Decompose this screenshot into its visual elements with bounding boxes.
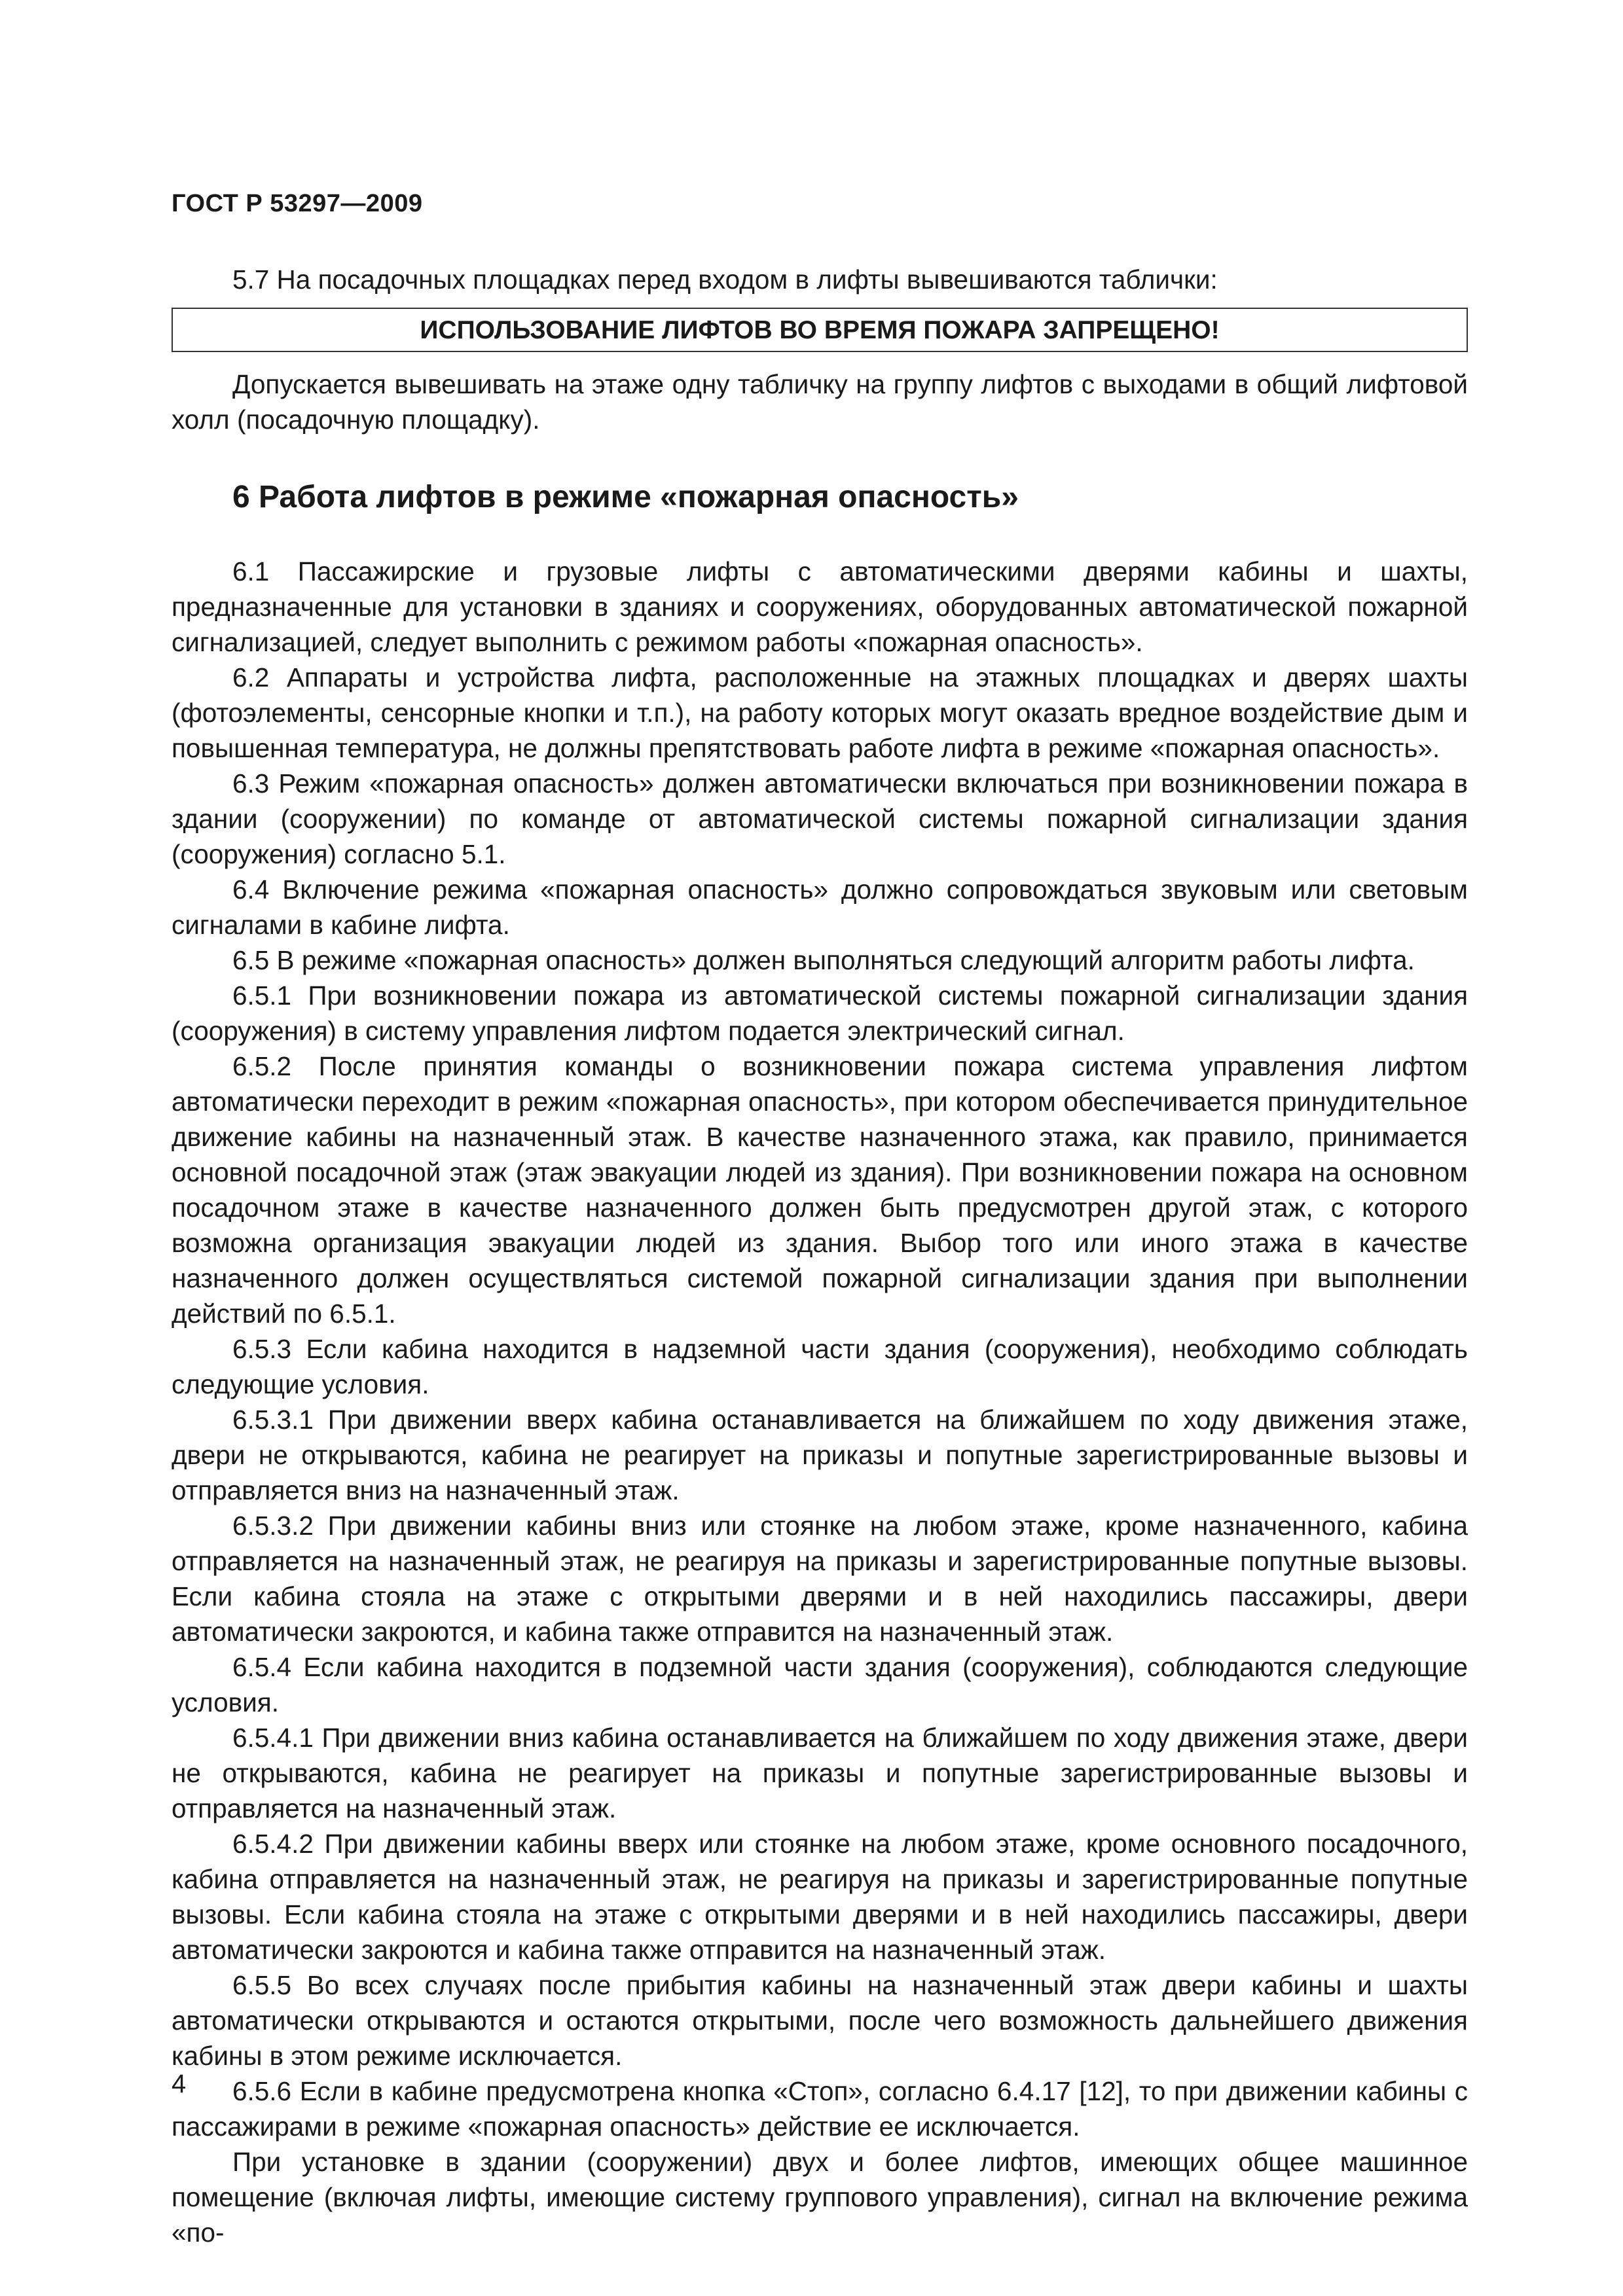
paragraph-5-7: 5.7 На посадочных площадках перед входом в лифты вывешиваются таблички: <box>232 264 1218 295</box>
document-body <box>172 262 1468 2250</box>
section-6-title: 6 Работа лифтов в режиме «пожарная опасность» <box>232 480 1019 514</box>
paragraph-6-5-3-1: 6.5.3.1 При движении вверх кабина останавливается на ближайшем по ходу движения этаже, двери не открываются, кабина не реагирует на приказы и попутные зарегистрированные вызовы и отправляется вниз на назначенный этаж. <box>172 1405 1468 1505</box>
paragraph-6-5-2: 6.5.2 После принятия команды о возникновении пожара система управления лифтом автоматически переходит в режим «пожарная опасность», при котором обеспечивается принудительное движение кабины на назначенный этаж. В качестве назначенного этажа, как правило, принимается основной посадочной этаж (этаж эвакуации людей из здания). При возникновении пожара на основном посадочном этаже в качестве назначенного должен быть предусмотрен другой этаж, с которого возможна организация эвакуации людей из здания. Выбор того или иного этажа в качестве назначенного должен осуществляться системой пожарной сигнализации здания при выполнении действий по 6.5.1. <box>172 1051 1468 1329</box>
paragraph-6-2: 6.2 Аппараты и устройства лифта, расположенные на этажных площадках и дверях шахты (фотоэлементы, сенсорные кнопки и т.п.), на работу которых могут оказать вредное воздействие дым и повышенная температура, не должны препятствовать работе лифта в режиме «пожарная опасность». <box>172 662 1468 763</box>
paragraph-6-5: 6.5 В режиме «пожарная опасность» должен выполняться следующий алгоритм работы лифта. <box>232 945 1415 975</box>
paragraph-6-3: 6.3 Режим «пожарная опасность» должен автоматически включаться при возникновении пожара в здании (сооружении) по команде от автоматической системы пожарной сигнализации здания (сооружения) согласно 5.1. <box>172 768 1468 869</box>
paragraph-6-5-4-1: 6.5.4.1 При движении вниз кабина останавливается на ближайшем по ходу движения этаже, двери не открываются, кабина не реагирует на приказы и попутные зарегистрированные вызовы и отправляется на назначенный этаж. <box>172 1723 1468 1823</box>
warning-notice-box: ИСПОЛЬЗОВАНИЕ ЛИФТОВ ВО ВРЕМЯ ПОЖАРА ЗАПРЕЩЕНО! <box>172 308 1468 352</box>
paragraph-6-5-4: 6.5.4 Если кабина находится в подземной части здания (сооружения), соблюдаются следующие условия. <box>172 1652 1468 1717</box>
paragraph-multi-lift: При установке в здании (сооружении) двух и более лифтов, имеющих общее машинное помещение (включая лифты, имеющие систему группового управления), сигнал на включение режима «по- <box>172 2147 1468 2248</box>
paragraph-allowed: Допускается вывешивать на этаже одну табличку на группу лифтов с выходами в общий лифтовой холл (посадочную площадку). <box>172 369 1468 435</box>
paragraph-6-5-3-2: 6.5.3.2 При движении кабины вниз или стоянке на любом этаже, кроме назначенного, кабина отправляется на назначенный этаж, не реагируя на приказы и зарегистрированные попутные вызовы. Если кабина стояла на этаже с открытыми дверями и в ней находились пассажиры, двери автоматически закроются, и кабина также отправится на назначенный этаж. <box>172 1511 1468 1647</box>
paragraph-6-5-5: 6.5.5 Во всех случаях после прибытия кабины на назначенный этаж двери кабины и шахты автоматически открываются и остаются открытыми, после чего возможность дальнейшего движения кабины в этом режиме исключается. <box>172 1970 1468 2071</box>
paragraph-6-5-6: 6.5.6 Если в кабине предусмотрена кнопка «Стоп», согласно 6.4.17 [12], то при движении кабины с пассажирами в режиме «пожарная опасность» действие ее исключается. <box>172 2076 1468 2142</box>
paragraph-6-5-4-2: 6.5.4.2 При движении кабины вверх или стоянке на любом этаже, кроме основного посадочного, кабина отправляется на назначенный этаж, не реагируя на приказы и зарегистрированные попутные вызовы. Если кабина стояла на этаже с открытыми дверями и в ней находились пассажиры, двери автоматически закроются и кабина также отправится на назначенный этаж. <box>172 1829 1468 1965</box>
document-header: ГОСТ Р 53297—2009 <box>172 190 423 217</box>
paragraph-6-1: 6.1 Пассажирские и грузовые лифты с автоматическими дверями кабины и шахты, предназначенные для установки в зданиях и сооружениях, оборудованных автоматической пожарной сигнализацией, следует выполнить с режимом работы «пожарная опасность». <box>172 556 1468 657</box>
page-number: 4 <box>172 2070 187 2098</box>
paragraph-6-5-3: 6.5.3 Если кабина находится в надземной части здания (сооружения), необходимо соблюдать следующие условия. <box>172 1334 1468 1399</box>
paragraph-6-5-1: 6.5.1 При возникновении пожара из автоматической системы пожарной сигнализации здания (сооружения) в систему управления лифтом подается электрический сигнал. <box>172 980 1468 1046</box>
paragraph-6-4: 6.4 Включение режима «пожарная опасность» должно сопровождаться звуковым или световым сигналами в кабине лифта. <box>172 874 1468 940</box>
